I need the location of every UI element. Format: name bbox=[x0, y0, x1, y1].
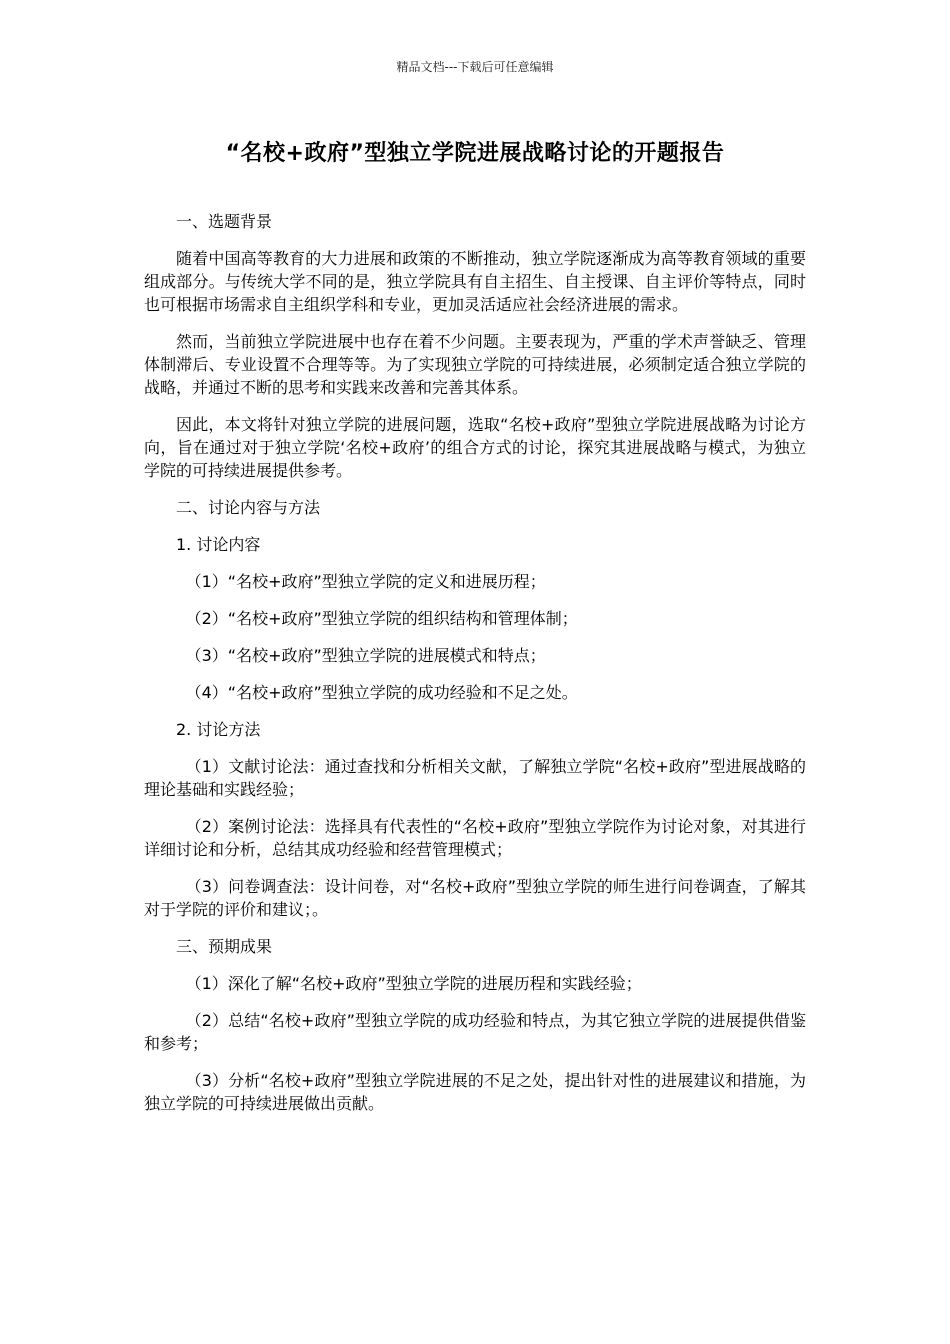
list-item: （1）深化了解“名校+政府”型独立学院的进展历程和实践经验； bbox=[185, 974, 642, 993]
list-item: （3）问卷调查法：设计问卷，对“名校+政府”型独立学院的师生进行问卷调查，了解其对于学院的评价和建议；。 bbox=[144, 877, 806, 919]
subheading-method: 2. 讨论方法 bbox=[176, 720, 261, 739]
paragraph: 因此，本文将针对独立学院的进展问题，选取“名校+政府”型独立学院进展战略为讨论方向，旨在通过对于独立学院‘名校+政府’的组合方式的讨论，探究其进展战略与模式，为独立学院的可持续进展提供参考。 bbox=[144, 415, 806, 480]
list-item: （1）“名校+政府”型独立学院的定义和进展历程； bbox=[185, 572, 546, 591]
paragraph: 随着中国高等教育的大力进展和政策的不断推动，独立学院逐渐成为高等教育领域的重要组成部分。与传统大学不同的是，独立学院具有自主招生、自主授课、自主评价等特点，同时也可根据市场需求自主组织学科和专业，更加灵活适应社会经济进展的需求。 bbox=[144, 249, 806, 314]
section-heading-content-method: 二、讨论内容与方法 bbox=[176, 498, 321, 517]
list-item: （2）总结“名校+政府”型独立学院的成功经验和特点，为其它独立学院的进展提供借鉴和参考； bbox=[144, 1011, 806, 1053]
list-item: （3）“名校+政府”型独立学院的进展模式和特点； bbox=[185, 646, 546, 665]
list-item: （4）“名校+政府”型独立学院的成功经验和不足之处。 bbox=[185, 683, 578, 702]
list-item: （1）文献讨论法：通过查找和分析相关文献，了解独立学院“名校+政府”型进展战略的理论基础和实践经验； bbox=[144, 757, 806, 799]
list-item: （2）“名校+政府”型独立学院的组织结构和管理体制； bbox=[185, 609, 578, 628]
section-heading-background: 一、选题背景 bbox=[176, 212, 273, 231]
paragraph: 然而，当前独立学院进展中也存在着不少问题。主要表现为，严重的学术声誉缺乏、管理体制滞后、专业设置不合理等等。为了实现独立学院的可持续进展，必须制定适合独立学院的战略，并通过不断的思考和实践来改善和完善其体系。 bbox=[144, 332, 806, 397]
subheading-content: 1. 讨论内容 bbox=[176, 535, 261, 554]
list-item: （2）案例讨论法：选择具有代表性的“名校+政府”型独立学院作为讨论对象，对其进行详细讨论和分析，总结其成功经验和经营管理模式； bbox=[144, 817, 806, 859]
document-body bbox=[144, 210, 806, 1129]
header-note: 精品文档---下载后可任意编辑 bbox=[396, 60, 554, 74]
section-heading-expected-results: 三、预期成果 bbox=[176, 937, 273, 956]
list-item: （3）分析“名校+政府”型独立学院进展的不足之处，提出针对性的进展建议和措施，为独立学院的可持续进展做出贡献。 bbox=[144, 1071, 806, 1113]
document-title: “名校+政府”型独立学院进展战略讨论的开题报告 bbox=[225, 141, 725, 166]
